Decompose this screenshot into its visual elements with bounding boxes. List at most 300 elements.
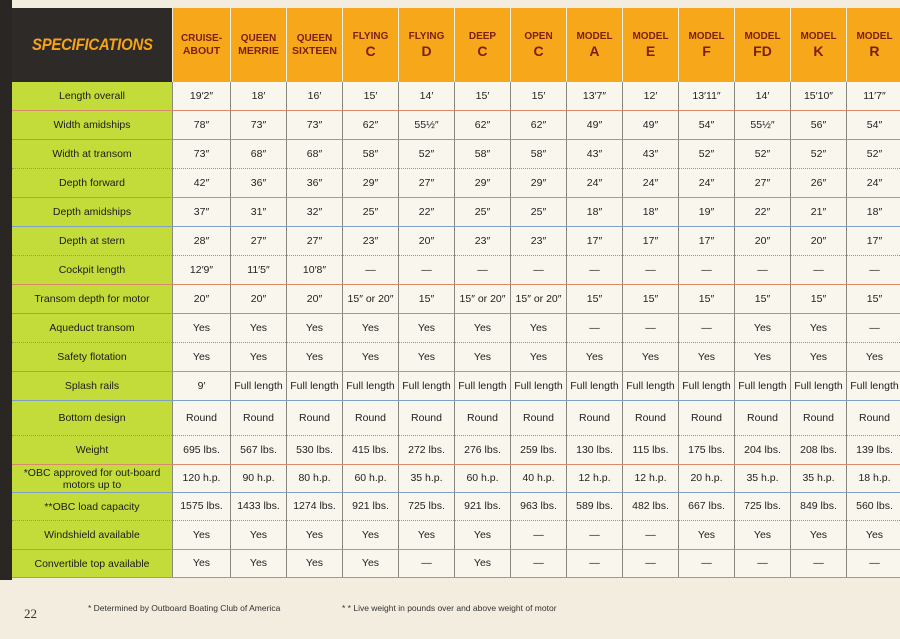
table-cell: 9′ — [173, 372, 230, 401]
row-label: Depth at stern — [12, 227, 172, 256]
column-header-line2: SIXTEEN — [292, 44, 337, 57]
column-divider — [566, 82, 567, 578]
table-cell: 14′ — [735, 82, 790, 111]
table-cell: 567 lbs. — [231, 436, 286, 465]
table-cell: — — [455, 256, 510, 285]
table-cell: 29″ — [455, 169, 510, 198]
column-header-line1: MODEL — [800, 30, 837, 42]
column-header-line2: D — [421, 42, 432, 59]
column-header — [173, 8, 230, 82]
column-header-line1: FLYING — [352, 30, 389, 42]
row-divider — [12, 371, 900, 372]
table-cell: 921 lbs. — [343, 493, 398, 521]
table-cell: 52″ — [847, 140, 900, 169]
column-header-line1: CRUISE- — [180, 32, 223, 44]
table-cell: 695 lbs. — [173, 436, 230, 465]
table-cell: 20″ — [287, 285, 342, 314]
column-header — [735, 8, 790, 82]
table-cell: 52″ — [399, 140, 454, 169]
table-cell: Yes — [791, 314, 846, 343]
table-cell: Yes — [287, 343, 342, 372]
table-cell: 17″ — [623, 227, 678, 256]
row-label: Convertible top available — [12, 550, 172, 578]
table-cell: 15″ or 20″ — [343, 285, 398, 314]
column-header-line1: QUEEN — [240, 32, 277, 44]
table-cell: Round — [847, 401, 900, 436]
table-cell: — — [511, 550, 566, 578]
table-cell: 35 h.p. — [399, 465, 454, 493]
table-cell: 15″ — [679, 285, 734, 314]
table-cell: 139 lbs. — [847, 436, 900, 465]
table-cell: — — [567, 550, 622, 578]
column-header-label — [524, 31, 552, 60]
table-cell: 1433 lbs. — [231, 493, 286, 521]
table-cell: — — [791, 256, 846, 285]
table-cell: 55½″ — [735, 111, 790, 140]
table-cell: 667 lbs. — [679, 493, 734, 521]
column-header-line2: F — [702, 42, 711, 59]
table-cell: 15′ — [511, 82, 566, 111]
row-divider — [12, 139, 900, 140]
table-cell: Full length — [679, 372, 734, 401]
table-cell: 29″ — [511, 169, 566, 198]
table-cell: 52″ — [679, 140, 734, 169]
row-label: **OBC load capacity — [12, 493, 172, 521]
table-cell: 27″ — [287, 227, 342, 256]
table-cell: 23″ — [455, 227, 510, 256]
row-divider — [12, 226, 900, 227]
table-cell: — — [679, 550, 734, 578]
table-cell: Round — [567, 401, 622, 436]
row-divider — [12, 577, 900, 578]
table-cell: 13′11″ — [679, 82, 734, 111]
table-cell: 80 h.p. — [287, 465, 342, 493]
table-cell: 43″ — [567, 140, 622, 169]
table-cell: 52″ — [735, 140, 790, 169]
table-cell: Round — [173, 401, 230, 436]
table-cell: 60 h.p. — [455, 465, 510, 493]
table-cell: 24″ — [623, 169, 678, 198]
column-header — [567, 8, 622, 82]
table-cell: — — [623, 550, 678, 578]
table-cell: 18′ — [231, 82, 286, 111]
row-label: Depth amidships — [12, 198, 172, 227]
table-cell: — — [791, 550, 846, 578]
table-cell: 35 h.p. — [735, 465, 790, 493]
table-cell: 17″ — [679, 227, 734, 256]
column-header-line2: C — [365, 42, 376, 59]
table-cell: Round — [511, 401, 566, 436]
column-divider — [286, 82, 287, 578]
row-divider — [12, 197, 900, 198]
table-cell: 58″ — [455, 140, 510, 169]
row-label: Depth forward — [12, 169, 172, 198]
column-divider — [678, 82, 679, 578]
table-cell: Yes — [511, 343, 566, 372]
table-cell: Round — [455, 401, 510, 436]
table-cell: Yes — [455, 521, 510, 550]
table-cell: 15′ — [455, 82, 510, 111]
binding-strip — [0, 0, 12, 580]
table-cell: — — [847, 314, 900, 343]
table-cell: 56″ — [791, 111, 846, 140]
table-cell: 12 h.p. — [567, 465, 622, 493]
table-cell: Yes — [231, 521, 286, 550]
table-cell: 849 lbs. — [791, 493, 846, 521]
table-cell: 15″ — [399, 285, 454, 314]
table-cell: 15′10″ — [791, 82, 846, 111]
table-cell: 25″ — [343, 198, 398, 227]
table-cell: Round — [399, 401, 454, 436]
table-cell: 62″ — [511, 111, 566, 140]
table-cell: 43″ — [623, 140, 678, 169]
table-cell: 12′9″ — [173, 256, 230, 285]
row-label: Width at transom — [12, 140, 172, 169]
table-cell: — — [623, 521, 678, 550]
table-cell: 25″ — [511, 198, 566, 227]
table-cell: 725 lbs. — [399, 493, 454, 521]
table-cell: Full length — [567, 372, 622, 401]
row-label: Weight — [12, 436, 172, 465]
table-cell: Yes — [173, 550, 230, 578]
table-cell: Full length — [287, 372, 342, 401]
row-divider — [12, 168, 900, 169]
table-cell: 589 lbs. — [567, 493, 622, 521]
column-header-label — [409, 31, 445, 60]
column-header — [679, 8, 734, 82]
column-header-line2: C — [533, 42, 544, 59]
row-label: Windshield available — [12, 521, 172, 550]
table-cell: 12′ — [623, 82, 678, 111]
page-title: SPECIFICATIONS — [32, 35, 153, 54]
row-label: Safety flotation — [12, 343, 172, 372]
table-cell: Full length — [455, 372, 510, 401]
table-cell: Round — [343, 401, 398, 436]
table-cell: Yes — [231, 343, 286, 372]
table-cell: 24″ — [847, 169, 900, 198]
table-cell: 36″ — [287, 169, 342, 198]
row-divider — [12, 400, 900, 401]
table-cell: 725 lbs. — [735, 493, 790, 521]
table-cell: 204 lbs. — [735, 436, 790, 465]
table-cell: 22″ — [735, 198, 790, 227]
column-header-line1: OPEN — [524, 30, 553, 42]
table-cell: 54″ — [679, 111, 734, 140]
column-header — [343, 8, 398, 82]
table-cell: Round — [679, 401, 734, 436]
table-cell: 52″ — [791, 140, 846, 169]
table-cell: Yes — [847, 521, 900, 550]
table-cell: 208 lbs. — [791, 436, 846, 465]
table-cell: Yes — [455, 550, 510, 578]
column-divider — [790, 82, 791, 578]
table-cell: 32″ — [287, 198, 342, 227]
table-cell: 15″ — [735, 285, 790, 314]
table-cell: 11′5″ — [231, 256, 286, 285]
table-cell: — — [399, 256, 454, 285]
table-cell: — — [679, 314, 734, 343]
table-cell: 27″ — [231, 227, 286, 256]
table-cell: 22″ — [399, 198, 454, 227]
row-label: Width amidships — [12, 111, 172, 140]
table-cell: Yes — [791, 521, 846, 550]
table-cell: — — [567, 521, 622, 550]
table-cell: Round — [623, 401, 678, 436]
column-divider — [230, 82, 231, 578]
column-header-line2: K — [813, 42, 824, 59]
row-divider — [12, 520, 900, 521]
column-header — [399, 8, 454, 82]
table-cell: — — [735, 256, 790, 285]
row-label: Cockpit length — [12, 256, 172, 285]
table-cell: Full length — [847, 372, 900, 401]
table-cell: 16′ — [287, 82, 342, 111]
table-cell: 73″ — [173, 140, 230, 169]
table-cell: 20 h.p. — [679, 465, 734, 493]
column-header-line2: R — [869, 42, 880, 59]
table-cell: 20″ — [735, 227, 790, 256]
table-cell: Yes — [511, 314, 566, 343]
column-header-line2: FD — [753, 42, 772, 59]
table-cell: Yes — [455, 314, 510, 343]
table-cell: Yes — [173, 314, 230, 343]
table-cell: 40 h.p. — [511, 465, 566, 493]
table-cell: 11′7″ — [847, 82, 900, 111]
table-cell: 55½″ — [399, 111, 454, 140]
footnote-live-weight: * * Live weight in pounds over and above weight of motor — [342, 603, 557, 613]
table-cell: 49″ — [567, 111, 622, 140]
table-cell: Yes — [287, 550, 342, 578]
table-cell: Full length — [343, 372, 398, 401]
table-cell: Full length — [231, 372, 286, 401]
table-cell: 175 lbs. — [679, 436, 734, 465]
table-cell: 530 lbs. — [287, 436, 342, 465]
table-cell: 25″ — [455, 198, 510, 227]
table-cell: 23″ — [343, 227, 398, 256]
table-cell: 29″ — [343, 169, 398, 198]
column-header-line2: ABOUT — [182, 44, 221, 57]
table-cell: 1575 lbs. — [173, 493, 230, 521]
table-cell: 31″ — [231, 198, 286, 227]
column-header-label — [744, 31, 780, 60]
table-cell: Yes — [343, 521, 398, 550]
table-cell: Full length — [511, 372, 566, 401]
table-cell: 24″ — [567, 169, 622, 198]
table-cell: — — [343, 256, 398, 285]
column-header-label — [576, 31, 612, 60]
table-cell: Yes — [455, 343, 510, 372]
table-cell: 26″ — [791, 169, 846, 198]
column-header-line1: MODEL — [688, 30, 725, 42]
table-cell: — — [679, 256, 734, 285]
table-cell: 73″ — [231, 111, 286, 140]
table-cell: 62″ — [455, 111, 510, 140]
table-cell: 19′2″ — [173, 82, 230, 111]
column-header-line2: E — [645, 42, 656, 59]
table-cell: Round — [735, 401, 790, 436]
table-cell: Yes — [231, 550, 286, 578]
table-cell: — — [511, 256, 566, 285]
table-cell: 12 h.p. — [623, 465, 678, 493]
table-cell: 15″ or 20″ — [511, 285, 566, 314]
table-cell: 18″ — [847, 198, 900, 227]
row-divider — [12, 464, 900, 465]
table-cell: 921 lbs. — [455, 493, 510, 521]
table-cell: Yes — [287, 314, 342, 343]
row-divider — [12, 110, 900, 111]
table-cell: Yes — [343, 343, 398, 372]
row-label: Bottom design — [12, 401, 172, 436]
table-cell: 18″ — [567, 198, 622, 227]
table-cell: 120 h.p. — [173, 465, 230, 493]
row-label: Length overall — [12, 82, 172, 111]
column-header — [231, 8, 286, 82]
column-header-label — [632, 31, 668, 60]
table-cell: Yes — [791, 343, 846, 372]
column-header-label — [292, 33, 337, 58]
column-header-label — [469, 31, 496, 60]
table-cell: 130 lbs. — [567, 436, 622, 465]
table-cell: 24″ — [679, 169, 734, 198]
table-cell: — — [399, 550, 454, 578]
table-cell: Yes — [679, 343, 734, 372]
table-cell: — — [735, 550, 790, 578]
table-cell: 20″ — [173, 285, 230, 314]
column-header-line1: DEEP — [468, 30, 497, 42]
table-cell: Full length — [399, 372, 454, 401]
table-cell: 10′8″ — [287, 256, 342, 285]
table-cell: 35 h.p. — [791, 465, 846, 493]
table-cell: 73″ — [287, 111, 342, 140]
table-cell: Full length — [735, 372, 790, 401]
column-header — [847, 8, 900, 82]
column-header — [455, 8, 510, 82]
table-cell: 13′7″ — [567, 82, 622, 111]
table-cell: 37″ — [173, 198, 230, 227]
table-cell: — — [623, 314, 678, 343]
row-divider — [12, 342, 900, 343]
column-header-label — [353, 31, 389, 60]
column-header-line1: QUEEN — [296, 32, 333, 44]
column-header-line1: MODEL — [856, 30, 893, 42]
table-cell: Round — [231, 401, 286, 436]
table-cell: Yes — [735, 521, 790, 550]
table-cell: 62″ — [343, 111, 398, 140]
table-cell: Yes — [343, 550, 398, 578]
table-cell: 20″ — [231, 285, 286, 314]
table-cell: Full length — [791, 372, 846, 401]
table-cell: — — [623, 256, 678, 285]
column-header — [623, 8, 678, 82]
column-header-label — [800, 31, 836, 60]
table-cell: — — [567, 256, 622, 285]
table-cell: 18″ — [623, 198, 678, 227]
table-cell: 20″ — [791, 227, 846, 256]
column-header-line2: A — [589, 42, 600, 59]
table-cell: 15′ — [343, 82, 398, 111]
table-cell: 17″ — [567, 227, 622, 256]
table-cell: Full length — [623, 372, 678, 401]
column-divider — [510, 82, 511, 578]
column-divider — [846, 82, 847, 578]
footnote-obc: * Determined by Outboard Boating Club of America — [88, 603, 281, 613]
table-cell: 60 h.p. — [343, 465, 398, 493]
table-cell: 15″ or 20″ — [455, 285, 510, 314]
table-cell: Round — [791, 401, 846, 436]
table-cell: Yes — [287, 521, 342, 550]
table-cell: Yes — [173, 521, 230, 550]
column-divider — [398, 82, 399, 578]
table-cell: 36″ — [231, 169, 286, 198]
row-label: Transom depth for motor — [12, 285, 172, 314]
table-cell: Yes — [399, 314, 454, 343]
row-divider — [12, 492, 900, 493]
row-divider — [12, 313, 900, 314]
table-cell: 560 lbs. — [847, 493, 900, 521]
table-cell: 90 h.p. — [231, 465, 286, 493]
table-cell: Yes — [847, 343, 900, 372]
row-divider — [12, 549, 900, 550]
title-cell — [12, 8, 172, 82]
table-cell: 963 lbs. — [511, 493, 566, 521]
table-cell: 78″ — [173, 111, 230, 140]
table-cell: Yes — [399, 521, 454, 550]
table-cell: 15″ — [791, 285, 846, 314]
column-header-label — [181, 33, 222, 58]
column-divider — [622, 82, 623, 578]
column-header-label — [688, 31, 724, 60]
table-cell: Yes — [623, 343, 678, 372]
table-cell: 276 lbs. — [455, 436, 510, 465]
row-label: Aqueduct transom — [12, 314, 172, 343]
row-label: *OBC approved for out-board motors up to — [12, 465, 172, 493]
column-header-label — [856, 31, 892, 60]
column-divider — [172, 82, 173, 578]
table-cell: 23″ — [511, 227, 566, 256]
column-header — [511, 8, 566, 82]
table-cell: Yes — [735, 314, 790, 343]
table-cell: 27″ — [735, 169, 790, 198]
table-cell: 482 lbs. — [623, 493, 678, 521]
column-header-label — [238, 33, 279, 58]
table-cell: — — [511, 521, 566, 550]
page-number: 22 — [24, 606, 37, 621]
row-divider — [12, 255, 900, 256]
table-cell: 42″ — [173, 169, 230, 198]
table-cell: 14′ — [399, 82, 454, 111]
table-cell: 15″ — [567, 285, 622, 314]
row-divider — [12, 435, 900, 436]
table-cell: Round — [287, 401, 342, 436]
table-cell: 54″ — [847, 111, 900, 140]
table-cell: 27″ — [399, 169, 454, 198]
table-cell: 115 lbs. — [623, 436, 678, 465]
column-divider — [734, 82, 735, 578]
table-cell: 20″ — [399, 227, 454, 256]
table-cell: Yes — [679, 521, 734, 550]
table-cell: 415 lbs. — [343, 436, 398, 465]
table-cell: 19″ — [679, 198, 734, 227]
table-cell: 58″ — [511, 140, 566, 169]
table-cell: 18 h.p. — [847, 465, 900, 493]
table-cell: Yes — [231, 314, 286, 343]
column-header-line2: MERRIE — [238, 44, 279, 57]
row-label: Splash rails — [12, 372, 172, 401]
column-header — [791, 8, 846, 82]
column-header-line1: MODEL — [576, 30, 613, 42]
table-cell: — — [567, 314, 622, 343]
table-cell: 15″ — [623, 285, 678, 314]
